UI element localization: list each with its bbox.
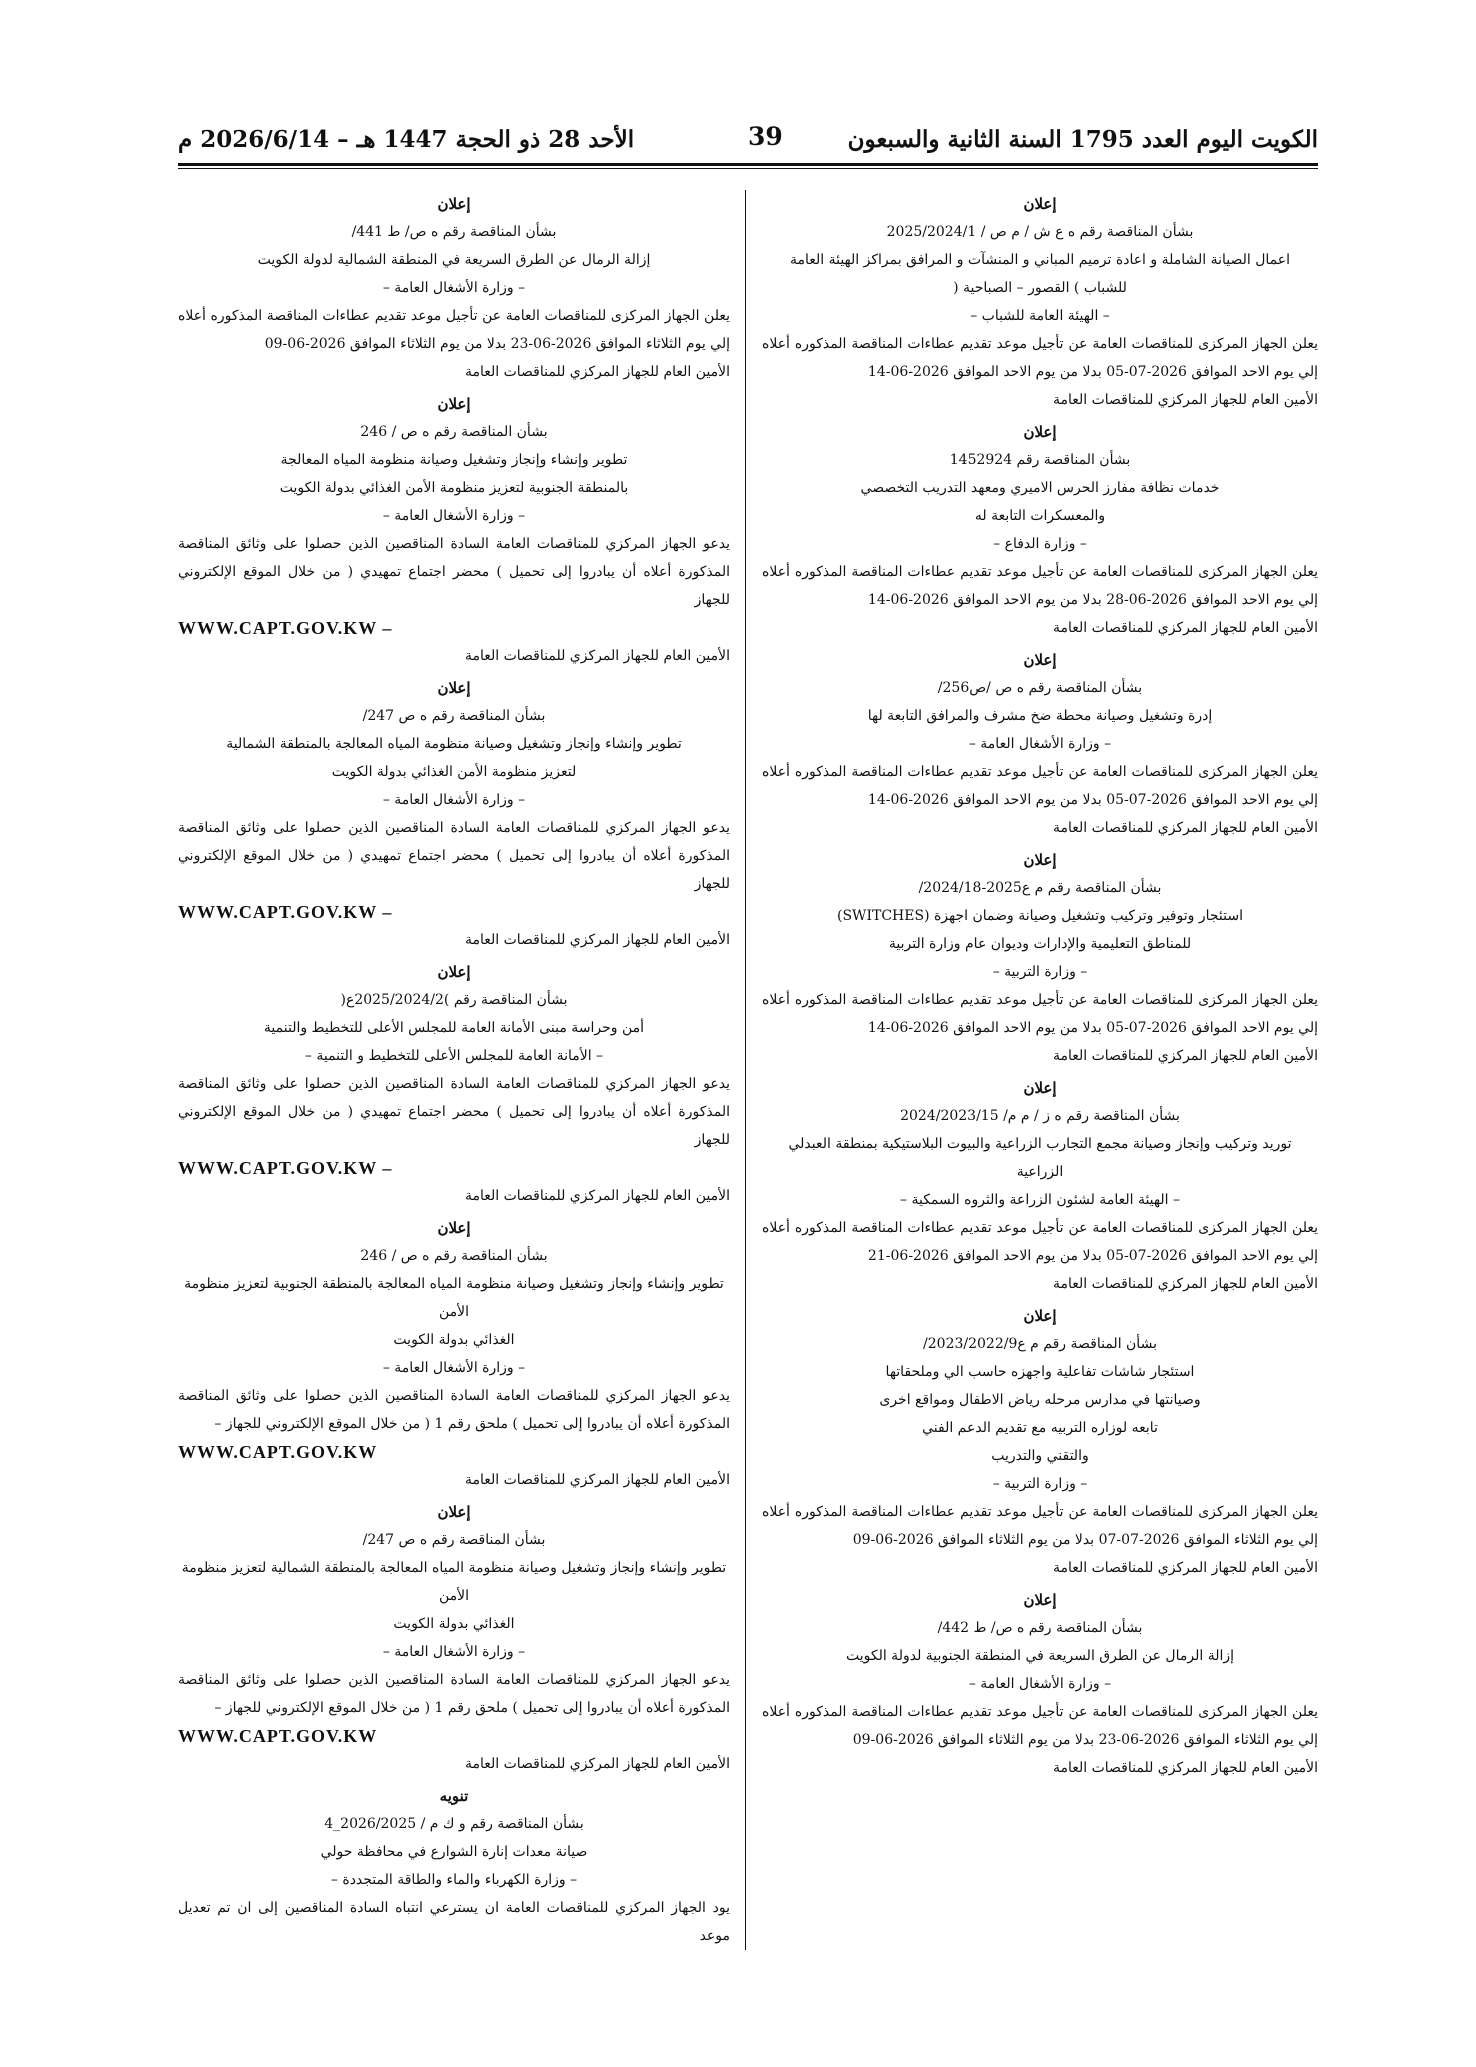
tender-description-line: صيانة معدات إنارة الشوارع في محافظة حولي <box>320 1844 588 1860</box>
tender-notice <box>762 1302 1318 1582</box>
tender-notice <box>762 190 1318 414</box>
tender-number: بشأن المناقصة رقم م ع2025-2024/18/ <box>918 880 1162 896</box>
header-rule-thin <box>178 168 1318 169</box>
tender-description-line: تطوير وإنشاء وإنجاز وتشغيل وصيانة منظومة المياه المعالجة بالمنطقة الجنوبية لتعزيز منظومة الأمن <box>184 1276 724 1320</box>
tender-description-line: إزالة الرمال عن الطرق السريعة في المنطقة الجنوبية لدولة الكويت <box>845 1648 1235 1664</box>
tender-number: بشأن المناقصة رقم و ك م / 2026/2025_4 <box>324 1816 584 1832</box>
tender-number: بشأن المناقصة رقم ه ص 247/ <box>362 708 546 724</box>
notice-title: إعلان <box>437 963 471 981</box>
tender-description-line: تابعه لوزاره التربيه مع تقديم الدعم الفني <box>922 1420 1158 1436</box>
signature: الأمين العام للجهاز المركزي للمناقصات العامة <box>464 1756 730 1772</box>
left-column <box>178 190 730 1954</box>
tender-notice <box>178 674 730 954</box>
notice-body: يعلن الجهاز المركزى للمناقصات العامة عن تأجيل موعد تقديم عطاءات المناقصة المذكوره أعلاه إلي يوم الاحد الموافق 2026-06-28 بدلا من يوم الاحد الموافق 2026-06-14 <box>762 564 1318 608</box>
notice-body: يعلن الجهاز المركزى للمناقصات العامة عن تأجيل موعد تقديم عطاءات المناقصة المذكوره أعلاه إلي يوم الثلاثاء الموافق 2026-06-23 بدلا من يوم الثلاثاء الموافق 2026-06-09 <box>178 308 730 352</box>
tender-number: بشأن المناقصة رقم ه ع ش / م ص / 2025/2024/1 <box>886 224 1194 240</box>
column-divider <box>745 190 746 1950</box>
tender-notice <box>762 418 1318 642</box>
notice-body: يدعو الجهاز المركزي للمناقصات العامة السادة المناقصين الذين حصلوا على وثائق المناقصة المذكورة أعلاه أن يبادروا إلى تحميل ) ملحق رقم 1 ( من خلال الموقع الإلكتروني للجهاز – <box>178 1388 730 1432</box>
issue-info: الكويت اليوم العدد 1795 السنة الثانية والسبعون <box>847 126 1318 153</box>
tender-description-line: لتعزيز منظومة الأمن الغذائي بدولة الكويت <box>331 764 577 780</box>
tender-number: بشأن المناقصة رقم م ع2023/2022/9/ <box>923 1336 1157 1352</box>
tender-description-line: – وزارة الأشغال العامة – <box>382 1644 526 1660</box>
tender-notice <box>178 190 730 386</box>
tender-notice <box>762 1074 1318 1298</box>
tender-number: بشأن المناقصة رقم ه ص / 246 <box>360 1248 548 1264</box>
notice-title: إعلان <box>437 395 471 413</box>
notice-body: يعلن الجهاز المركزى للمناقصات العامة عن تأجيل موعد تقديم عطاءات المناقصة المذكوره أعلاه إلي يوم الاحد الموافق 2026-07-05 بدلا من يوم الاحد الموافق 2026-06-14 <box>762 992 1318 1036</box>
signature: الأمين العام للجهاز المركزي للمناقصات العامة <box>1052 620 1318 636</box>
tender-description-line: استئجار وتوفير وتركيب وتشغيل وصيانة وضمان اجهزة (SWITCHES) <box>837 908 1243 924</box>
tender-description-line: تطوير وإنشاء وإنجاز وتشغيل وصيانة منظومة المياه المعالجة <box>280 452 628 468</box>
page-header <box>178 118 1318 166</box>
tender-notice <box>178 1214 730 1494</box>
tender-description-line: للمناطق التعليمية والإدارات وديوان عام وزارة التربية <box>888 936 1192 952</box>
notice-body: يعلن الجهاز المركزى للمناقصات العامة عن تأجيل موعد تقديم عطاءات المناقصة المذكوره أعلاه إلي يوم الاحد الموافق 2026-07-05 بدلا من يوم الاحد الموافق 2026-06-14 <box>762 764 1318 808</box>
tender-description-line: – وزارة الأشغال العامة – <box>968 1676 1112 1692</box>
notice-body: يعلن الجهاز المركزى للمناقصات العامة عن تأجيل موعد تقديم عطاءات المناقصة المذكوره أعلاه إلي يوم الثلاثاء الموافق 2026-06-23 بدلا من يوم الثلاثاء الموافق 2026-06-09 <box>762 1704 1318 1748</box>
tender-description-line: – وزارة التربية – <box>992 964 1088 980</box>
tender-number: بشأن المناقصة رقم ه ص/ ط 441/ <box>351 224 557 240</box>
notice-title: إعلان <box>1023 651 1057 669</box>
tender-number: بشأن المناقصة رقم 1452924 <box>949 452 1131 468</box>
tender-number: بشأن المناقصة رقم ه ص 247/ <box>362 1532 546 1548</box>
notice-title: إعلان <box>437 679 471 697</box>
signature: الأمين العام للجهاز المركزي للمناقصات العامة <box>464 648 730 664</box>
tender-description-line: – وزارة الأشغال العامة – <box>382 280 526 296</box>
signature: الأمين العام للجهاز المركزي للمناقصات العامة <box>1052 1048 1318 1064</box>
tender-description-line: اعمال الصيانة الشاملة و اعادة ترميم المباني و المنشآت و المرافق بمراكز الهيئة العامة <box>789 252 1291 268</box>
tender-description-line: – الأمانة العامة للمجلس الأعلى للتخطيط و التنمية – <box>304 1048 604 1064</box>
signature: الأمين العام للجهاز المركزي للمناقصات العامة <box>464 932 730 948</box>
notice-body: يدعو الجهاز المركزي للمناقصات العامة السادة المناقصين الذين حصلوا على وثائق المناقصة المذكورة أعلاه أن يبادروا إلى تحميل ) محضر اجتماع تمهيدي ( من خلال الموقع الإلكتروني للجهاز <box>178 820 730 892</box>
tender-notice <box>178 958 730 1210</box>
notice-body: يعلن الجهاز المركزى للمناقصات العامة عن تأجيل موعد تقديم عطاءات المناقصة المذكوره أعلاه إلي يوم الاحد الموافق 2026-07-05 بدلا من يوم الاحد الموافق 2026-06-14 <box>762 336 1318 380</box>
notice-title: إعلان <box>1023 1307 1057 1325</box>
notice-title: إعلان <box>1023 423 1057 441</box>
signature: الأمين العام للجهاز المركزي للمناقصات العامة <box>1052 392 1318 408</box>
website-link: WWW.CAPT.GOV.KW – <box>178 618 393 638</box>
tender-notice <box>762 846 1318 1070</box>
tender-description-line: – وزارة الأشغال العامة – <box>382 1360 526 1376</box>
notice-title: تنويه <box>439 1787 469 1805</box>
tender-description-line: – وزارة الدفاع – <box>993 536 1087 552</box>
notice-title: إعلان <box>1023 195 1057 213</box>
notice-title: إعلان <box>437 1503 471 1521</box>
tender-description-line: وصيانتها في مدارس مرحله رياض الاطفال ومواقع اخرى <box>879 1392 1201 1408</box>
notice-title: إعلان <box>1023 1079 1057 1097</box>
tender-description-line: والتقني والتدريب <box>991 1448 1089 1464</box>
tender-description-line: بالمنطقة الجنوبية لتعزيز منظومة الأمن الغذائي بدولة الكويت <box>279 480 629 496</box>
tender-number: بشأن المناقصة رقم ه ص /ص256/ <box>937 680 1143 696</box>
tender-description-line: والمعسكرات التابعة له <box>974 508 1106 524</box>
website-link: WWW.CAPT.GOV.KW <box>178 1442 378 1462</box>
tender-description-line: تطوير وإنشاء وإنجاز وتشغيل وصيانة منظومة المياه المعالجة بالمنطقة الشمالية <box>226 736 682 752</box>
notice-body: يدعو الجهاز المركزي للمناقصات العامة السادة المناقصين الذين حصلوا على وثائق المناقصة المذكورة أعلاه أن يبادروا إلى تحميل ) محضر اجتماع تمهيدي ( من خلال الموقع الإلكتروني للجهاز <box>178 536 730 608</box>
right-column <box>762 190 1318 1786</box>
website-link: WWW.CAPT.GOV.KW – <box>178 902 393 922</box>
tender-description-line: إزالة الرمال عن الطرق السريعة في المنطقة الشمالية لدولة الكويت <box>257 252 651 268</box>
signature: الأمين العام للجهاز المركزي للمناقصات العامة <box>1052 1760 1318 1776</box>
notice-body: يود الجهاز المركزي للمناقصات العامة ان يسترعي انتباه السادة المناقصين إلى ان تم تعديل موعد <box>178 1900 730 1944</box>
tender-notice <box>762 646 1318 842</box>
issue-date: الأحد 28 ذو الحجة 1447 هـ – 2026/6/14 م <box>178 126 635 153</box>
tender-description-line: – الهيئة العامة للشباب – <box>970 308 1110 324</box>
tender-number: بشأن المناقصة رقم ه ص/ ط 442/ <box>937 1620 1143 1636</box>
tender-description-line: الزراعية <box>1016 1164 1064 1180</box>
signature: الأمين العام للجهاز المركزي للمناقصات العامة <box>464 1188 730 1204</box>
tender-description-line: – وزارة الأشغال العامة – <box>968 736 1112 752</box>
tender-description-line: استئجار شاشات تفاعلية واجهزه حاسب الي وملحقاتها <box>885 1364 1195 1380</box>
website-link: WWW.CAPT.GOV.KW <box>178 1726 378 1746</box>
signature: الأمين العام للجهاز المركزي للمناقصات العامة <box>1052 1276 1318 1292</box>
notice-body: يدعو الجهاز المركزي للمناقصات العامة السادة المناقصين الذين حصلوا على وثائق المناقصة المذكورة أعلاه أن يبادروا إلى تحميل ) ملحق رقم 1 ( من خلال الموقع الإلكتروني للجهاز – <box>178 1672 730 1716</box>
signature: الأمين العام للجهاز المركزي للمناقصات العامة <box>1052 820 1318 836</box>
tender-description-line: أمن وحراسة مبنى الأمانة العامة للمجلس الأعلى للتخطيط والتنمية <box>263 1020 645 1036</box>
notice-title: إعلان <box>437 195 471 213</box>
tender-description-line: الغذائي بدولة الكويت <box>393 1332 515 1348</box>
tender-notice <box>178 390 730 670</box>
tender-description-line: توريد وتركيب وإنجاز وصيانة مجمع التجارب الزراعية والبيوت البلاستيكية بمنطقة العبدلي <box>788 1136 1292 1152</box>
header-rule-thick <box>178 163 1318 166</box>
tender-description-line: – وزارة الأشغال العامة – <box>382 508 526 524</box>
notice-body: يعلن الجهاز المركزى للمناقصات العامة عن تأجيل موعد تقديم عطاءات المناقصة المذكوره أعلاه إلي يوم الثلاثاء الموافق 2026-07-07 بدلا من يوم الثلاثاء الموافق 2026-06-09 <box>762 1504 1318 1548</box>
website-link: WWW.CAPT.GOV.KW – <box>178 1158 393 1178</box>
tender-description-line: الغذائي بدولة الكويت <box>393 1616 515 1632</box>
tender-description-line: خدمات نظافة مفارز الحرس الاميري ومعهد التدريب التخصصي <box>860 480 1220 496</box>
notice-body: يدعو الجهاز المركزي للمناقصات العامة السادة المناقصين الذين حصلوا على وثائق المناقصة المذكورة أعلاه أن يبادروا إلى تحميل ) محضر اجتماع تمهيدي ( من خلال الموقع الإلكتروني للجهاز <box>178 1076 730 1148</box>
signature: الأمين العام للجهاز المركزي للمناقصات العامة <box>1052 1560 1318 1576</box>
signature: الأمين العام للجهاز المركزي للمناقصات العامة <box>464 364 730 380</box>
signature: الأمين العام للجهاز المركزي للمناقصات العامة <box>464 1472 730 1488</box>
tender-number: بشأن المناقصة رقم ه ص / 246 <box>360 424 548 440</box>
notice-title: إعلان <box>1023 1591 1057 1609</box>
tender-description-line: – وزارة الأشغال العامة – <box>382 792 526 808</box>
notice-body: يعلن الجهاز المركزى للمناقصات العامة عن تأجيل موعد تقديم عطاءات المناقصة المذكوره أعلاه إلي يوم الاحد الموافق 2026-07-05 بدلا من يوم الاحد الموافق 2026-06-21 <box>762 1220 1318 1264</box>
tender-description-line: – وزارة الكهرباء والماء والطاقة المتجددة – <box>330 1872 578 1888</box>
tender-description-line: – وزارة التربية – <box>992 1476 1088 1492</box>
tender-description-line: تطوير وإنشاء وإنجاز وتشغيل وصيانة منظومة المياه المعالجة بالمنطقة الشمالية لتعزيز منظومة الأمن <box>181 1560 727 1604</box>
tender-notice <box>178 1782 730 1950</box>
tender-description-line: إدرة وتشغيل وصيانة محطة ضخ مشرف والمرافق التابعة لها <box>867 708 1213 724</box>
tender-notice <box>762 1586 1318 1782</box>
notice-title: إعلان <box>437 1219 471 1237</box>
tender-number: بشأن المناقصة رقم ه ز / م م/ 2024/2023/15 <box>900 1108 1180 1124</box>
notice-title: إعلان <box>1023 851 1057 869</box>
page-number: 39 <box>748 122 783 151</box>
tender-description-line: للشباب ) القصور – الصباحية ( <box>953 280 1127 296</box>
tender-number: بشأن المناقصة رقم )2025/2024/2ع( <box>340 992 568 1008</box>
tender-description-line: – الهيئة العامة لشئون الزراعة والثروه السمكية – <box>900 1192 1180 1208</box>
tender-notice <box>178 1498 730 1778</box>
